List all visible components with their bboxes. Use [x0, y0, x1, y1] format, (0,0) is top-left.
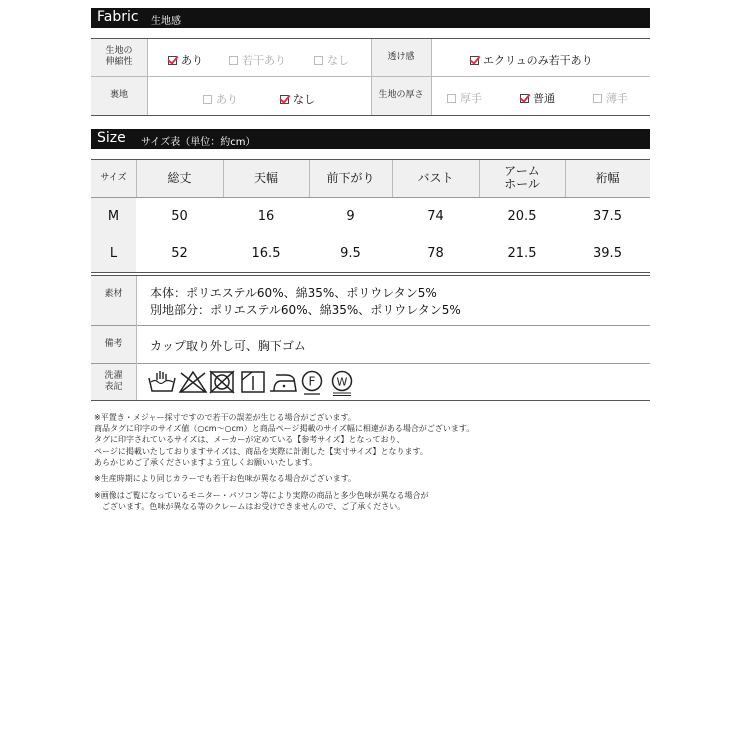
size-header-cell: 天幅 — [253, 171, 278, 185]
size-header-rule — [91, 197, 650, 198]
size-header-cell: 前下がり — [326, 171, 375, 185]
thickness-option-thin[interactable]: 薄手 — [593, 90, 628, 106]
material-line-other: 別地部分：ポリエステル60%、綿35%、ポリウレタン5% — [150, 303, 461, 317]
note-line: あらかじめご了承くださいますよう宜しくお願いいたします。 — [94, 458, 318, 467]
fabric-label-column-right — [371, 39, 431, 115]
no-tumble-dry-icon — [209, 370, 235, 394]
fabric-divider — [147, 39, 148, 115]
note-line: ※生産時期により同じカラーでも若干お色味が異なる場合がございます。 — [94, 474, 357, 483]
checkbox-checked-icon — [520, 94, 529, 103]
size-cell: 9.5 — [340, 246, 361, 261]
thickness-option-normal[interactable]: 普通 — [520, 90, 555, 106]
size-cell: 20.5 — [507, 209, 537, 224]
note-line: ※画像はご覧になっているモニター・パソコン等により実際の商品と多少色味が異なる場合が — [94, 491, 429, 500]
size-title-en: Size — [97, 130, 126, 146]
note-line: ※平置き・メジャー採寸ですので若干の誤差が生じる場合がございます。 — [94, 413, 356, 422]
checkbox-empty-icon — [447, 94, 456, 103]
thickness-option-thick[interactable]: 厚手 — [447, 90, 482, 106]
lining-option-yes[interactable]: あり — [203, 91, 238, 107]
remarks-text: カップ取り外し可、胸下ゴム — [150, 339, 306, 353]
size-title-jp: サイズ表（単位：約cm） — [141, 137, 256, 148]
iron-low-icon — [268, 370, 298, 394]
wet-clean-letter: W — [336, 375, 348, 389]
size-cell: 16 — [257, 209, 275, 224]
size-cell: 37.5 — [593, 209, 622, 224]
lining-option-no[interactable]: なし — [280, 91, 315, 107]
lining-label: 裏地 — [109, 90, 128, 100]
note-line: タグに印字されているサイズは、メーカーが定めている【参考サイズ】となっており、 — [94, 435, 405, 444]
checkbox-empty-icon — [314, 56, 323, 65]
checkbox-empty-icon — [203, 95, 212, 104]
line-dry-shade-icon — [240, 370, 266, 394]
care-label: 洗濯 表記 — [104, 371, 123, 392]
note-line: ページに掲載いたしておりますサイズは、商品を実際に計測した【実寸サイズ】となります。 — [94, 447, 428, 456]
info-bottom-rule — [91, 400, 650, 401]
checkbox-empty-icon — [229, 56, 238, 65]
size-header-bar — [91, 129, 650, 149]
size-cell: 52 — [171, 246, 188, 261]
size-header-cell: 総丈 — [167, 171, 192, 185]
size-cell: 9 — [346, 209, 355, 224]
checkbox-checked-icon — [168, 56, 177, 65]
fabric-divider — [371, 39, 372, 115]
no-bleach-icon — [178, 370, 208, 394]
checkbox-empty-icon — [593, 94, 602, 103]
transparency-label: 透け感 — [387, 52, 415, 62]
material-line-body: 本体：ポリエステル60%、綿35%、ポリウレタン5% — [150, 286, 437, 300]
fabric-bottom-rule — [91, 115, 650, 116]
stretch-option-yes[interactable]: あり — [168, 52, 203, 68]
size-header-cell: 裄幅 — [595, 171, 620, 185]
transparency-option-ecru[interactable]: エクリュのみ若干あり — [470, 52, 593, 68]
size-header-cell: サイズ — [100, 173, 127, 183]
thickness-label: 生地の厚さ — [378, 90, 424, 100]
info-divider — [136, 276, 137, 400]
size-top-rule — [91, 159, 650, 160]
checkbox-checked-icon — [470, 56, 479, 65]
size-cell: M — [107, 209, 120, 224]
size-cell: 39.5 — [593, 246, 622, 261]
info-rule — [91, 325, 650, 326]
note-line: ございます。色味が異なる等のクレームはお受けできませんので、ご了承ください。 — [94, 502, 406, 511]
info-top-rule — [91, 275, 650, 276]
dry-clean-letter: F — [308, 374, 316, 389]
fabric-header-bar — [91, 8, 650, 28]
size-header-cell: バスト — [417, 171, 454, 185]
size-bottom-rule — [91, 272, 650, 273]
size-cell: 50 — [171, 209, 188, 224]
remarks-label: 備考 — [104, 339, 123, 349]
dry-clean-f-icon — [300, 370, 326, 396]
wet-clean-w-icon — [330, 370, 356, 396]
fabric-divider — [431, 39, 432, 115]
size-header-cell: アーム ホール — [504, 164, 540, 191]
material-label: 素材 — [104, 289, 123, 299]
size-cell: 78 — [427, 246, 444, 261]
stretch-label: 生地の 伸縮性 — [105, 46, 133, 67]
checkbox-checked-icon — [280, 95, 289, 104]
stretch-option-slight[interactable]: 若干あり — [229, 52, 286, 68]
fabric-title-en: Fabric — [97, 9, 139, 25]
hand-wash-icon — [147, 370, 177, 394]
fabric-title-jp: 生地感 — [151, 16, 181, 27]
note-line: 商品タグに印字のサイズ値（○cm〜○cm）と商品ページ掲載のサイズ幅に相違がある場合がございます。 — [94, 424, 475, 433]
size-cell: 74 — [427, 209, 444, 224]
size-cell: 16.5 — [251, 246, 281, 261]
size-cell: 21.5 — [507, 246, 537, 261]
stretch-option-no[interactable]: なし — [314, 52, 349, 68]
info-rule — [91, 363, 650, 364]
size-cell: L — [109, 246, 118, 261]
